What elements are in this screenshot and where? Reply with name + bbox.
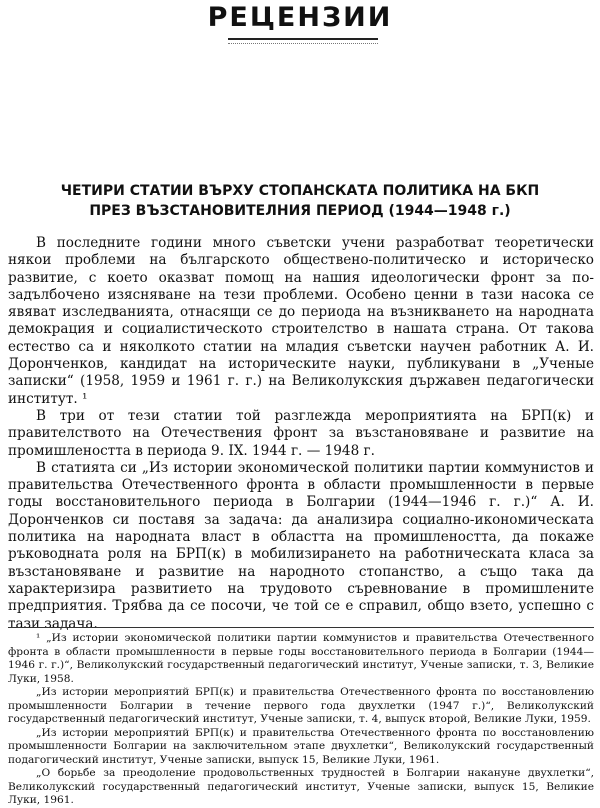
footnote: „Из истории мероприятий БРП(к) и правительства Отечественного фронта по восстановлению промышленности Болгарии на заключительном этапе двухлетки“, Великолукский государственный подагогический институт, Ученые записки, выпуск 15, Великие Луки, 1961. [8,726,594,766]
body-paragraph: В последните години много съветски учени разработват теоретически някои проблеми на българското обществено-политическо и историческо развитие, с което оказват помощ на нашия идеологически фронт за по-задълбочено изясняване на тези проблеми. Особено ценни в тази насока се явяват изследванията, отнасящи се до периода на възникването на народната демокрация и социалистическото строителство в нашата страна. От такова естество са и няколкото статии на младия съветски научен работник А. И. Доронченков, кандидат на историческите науки, публикувани в „Ученые записки“ (1958, 1959 и 1961 г. г.) на Великолукския държавен педагогически институт. ¹ [8,235,594,407]
article-title-line-1: ЧЕТИРИ СТАТИИ ВЪРХУ СТОПАНСКАТА ПОЛИТИКА НА БКП [60,183,540,199]
footnotes [8,632,594,808]
heading-underline-dotted [228,43,378,44]
article-body [8,235,594,633]
footnote: „Из истории мероприятий БРП(к) и правительства Отечественного фронта по восстановлению промышленности Болгарии в течение первого года двухлетки (1947 г.)“, Великолукский государственный педагогический институт, Ученые записки, т. 4, выпуск второй, Великие Луки, 1959. [8,686,594,725]
footnote: „О борьбе за преодоление продовольственных трудностей в Болгарии накануне двухлетки“, Великолукский государственный педагогический институт, Ученые записки, выпуск 15, Великие Луки, 1961. [8,767,594,806]
footnote: ¹ „Из истории экономической политики партии коммунистов и правительства Отечественного фронта в области промышленности в первые годы восстановительного периода в Болгарии (1944—1946 г. г.)“, Великолукский государственный педагогический институт, Ученые записки, т. 3, Великие Луки, 1958. [8,632,594,685]
section-heading: РЕЦЕНЗИИ [207,2,393,33]
body-paragraph: В статията си „Из истории экономической политики партии коммунистов и правительства Отечественного фронта в области промышленности в первые годы восстановительного периода в Болгарии (1944—1946 г. г.)“ А. И. Доронченков си поставя за задача: да анализира социално-икономическата политика на народната власт в областта на промишлеността, да покаже ръководната роля на БРП(к) в мобилизирането на работническата класа за възстановяване и развитие на народното стопанство, а също така да характеризира развитието на трудовото съревнование в промишлените предприятия. Трябва да се посочи, че той се е справил, общо взето, успешно с тази задача. [8,459,594,632]
footnote-divider [8,627,594,628]
article-title [0,181,600,221]
article-title-line-2: ПРЕЗ ВЪЗСТАНОВИТЕЛНИЯ ПЕРИОД (1944—1948 г.) [89,203,511,219]
body-paragraph: В три от тези статии той разглежда мероприятията на БРП(к) и правителството на Отечествения фронт за възстановяване и развитие на промишлеността в периода 9. IX. 1944 г. — 1948 г. [8,407,594,459]
heading-underline [228,38,378,40]
